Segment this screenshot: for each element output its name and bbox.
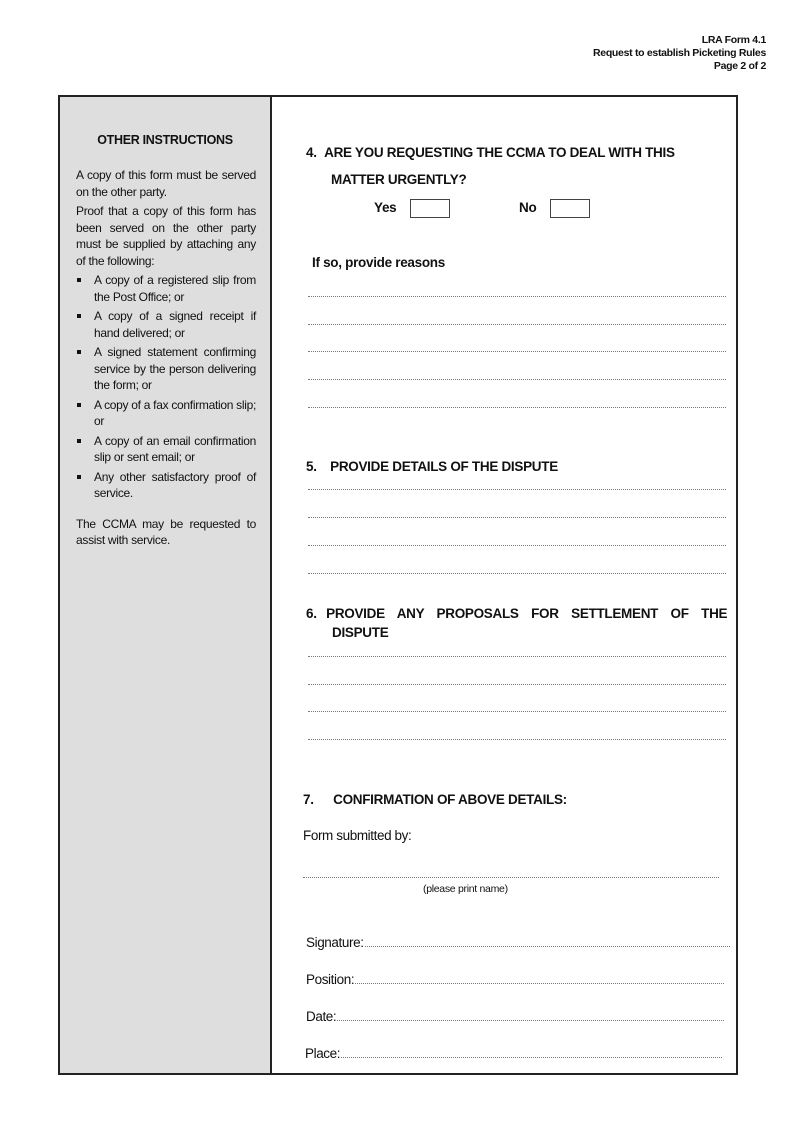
settlement-proposal-line[interactable] [308,737,726,740]
date-field[interactable]: Date: [306,1009,724,1024]
place-line[interactable] [341,1057,722,1058]
signature-line[interactable] [365,946,730,947]
section-7-heading: 7. CONFIRMATION OF ABOVE DETAILS: [303,792,567,807]
instructions-para-3: The CCMA may be requested to assist with service. [76,516,256,547]
proof-list-item: A copy of a fax confirmation slip; or [76,397,256,430]
print-name-hint: (please print name) [423,883,508,895]
reasons-label: If so, provide reasons [312,255,445,270]
settlement-proposal-line[interactable] [308,709,726,712]
bullet-icon [77,314,81,318]
bullet-icon [77,439,81,443]
yes-checkbox[interactable] [410,199,450,218]
bullet-icon [77,278,81,282]
proof-list-item: A copy of an email confirmation slip or sent email; or [76,433,256,466]
settlement-proposal-line[interactable] [308,682,726,685]
submitter-name-line[interactable] [303,875,719,878]
reasons-line[interactable] [308,322,726,325]
urgent-yes-option: Yes [374,199,450,218]
form-main [272,97,736,1073]
position-line[interactable] [355,983,724,984]
date-line[interactable] [337,1020,724,1021]
instructions-body [76,167,256,552]
form-frame [58,95,738,1075]
reasons-line[interactable] [308,294,726,297]
no-checkbox[interactable] [550,199,590,218]
reasons-line[interactable] [308,405,726,408]
submitted-by-label: Form submitted by: [303,828,412,843]
dispute-details-line[interactable] [308,571,726,574]
settlement-proposal-line[interactable] [308,654,726,657]
form-number: LRA Form 4.1 [701,34,766,46]
section-6-heading: 6. PROVIDE ANY PROPOSALS FOR SETTLEMENT OF THE [306,606,728,621]
proof-list-item: Any other satisfactory proof of service. [76,469,256,502]
place-field[interactable]: Place: [305,1046,722,1061]
proof-list-item: A copy of a signed receipt if hand delivered; or [76,308,256,341]
bullet-icon [77,475,81,479]
section-5-heading: 5. PROVIDE DETAILS OF THE DISPUTE [306,459,558,474]
instructions-para-1: A copy of this form must be served on the other party. [76,168,256,199]
instructions-sidebar [60,97,272,1073]
position-field[interactable]: Position: [306,972,724,987]
urgent-no-option: No [519,199,590,218]
dispute-details-line[interactable] [308,543,726,546]
bullet-icon [77,403,81,407]
reasons-line[interactable] [308,349,726,352]
proof-list-item: A copy of a registered slip from the Post Office; or [76,272,256,305]
instructions-para-2: Proof that a copy of this form has been served on the other party must be supplied by attaching any of the following: [76,204,256,268]
reasons-line[interactable] [308,377,726,380]
form-title: Request to establish Picketing Rules [593,47,766,59]
section-6-heading-cont: DISPUTE [332,625,389,640]
section-4-heading: 4. ARE YOU REQUESTING THE CCMA TO DEAL WITH THIS [306,145,675,160]
bullet-icon [77,350,81,354]
proof-list [76,272,256,502]
dispute-details-line[interactable] [308,515,726,518]
proof-list-item: A signed statement confirming service by the person delivering the form; or [76,344,256,394]
section-4-heading-cont: MATTER URGENTLY? [331,172,467,187]
page-indicator: Page 2 of 2 [713,60,766,72]
form-header [593,34,766,73]
dispute-details-line[interactable] [308,487,726,490]
signature-field[interactable]: Signature: [306,935,730,950]
instructions-title: OTHER INSTRUCTIONS [97,133,233,147]
